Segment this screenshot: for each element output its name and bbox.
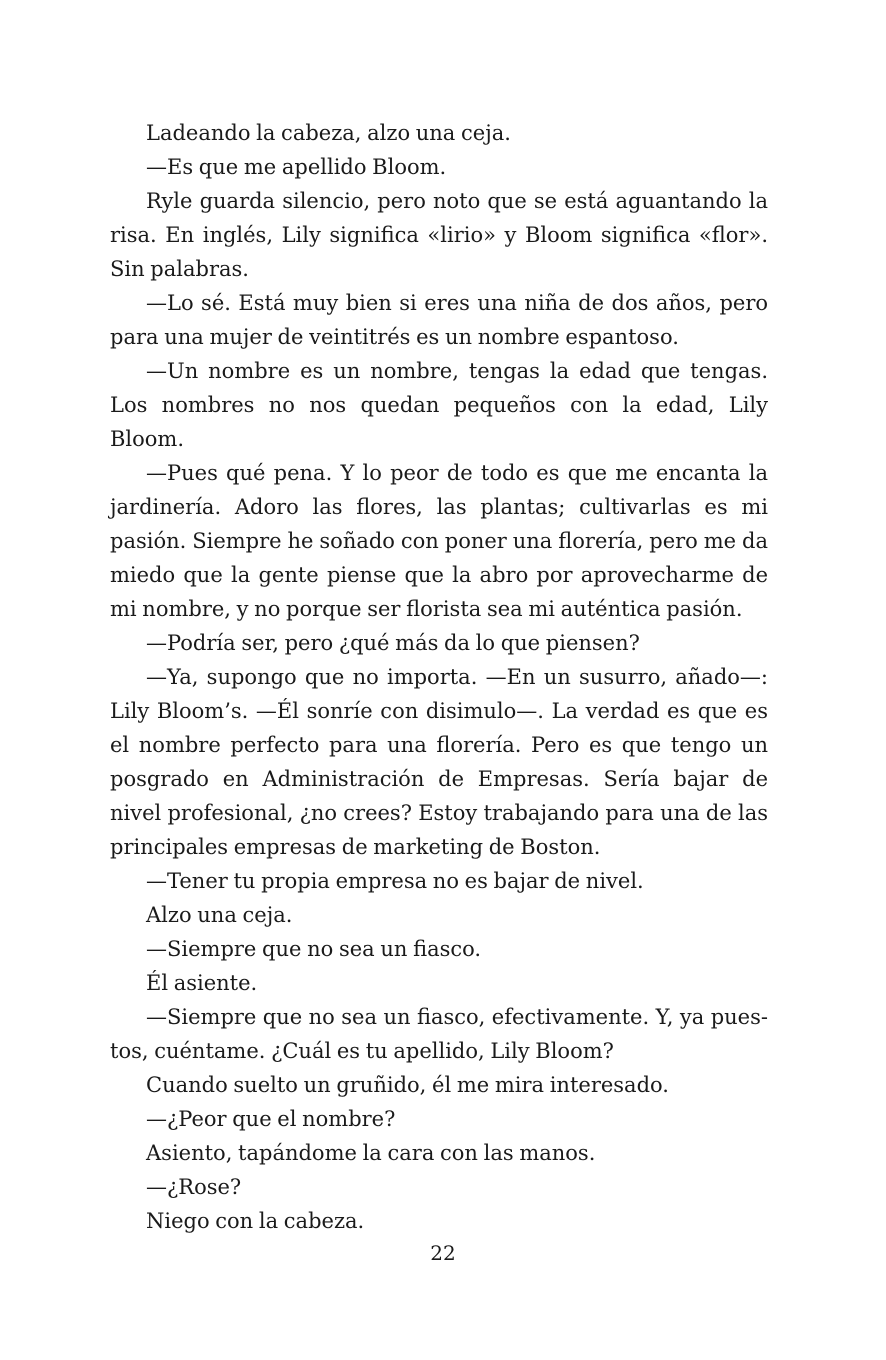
paragraph: —Lo sé. Está muy bien si eres una niña de dos años, pero para una mujer de veintitrés es un nombre espantoso. bbox=[110, 291, 768, 349]
paragraph: —Siempre que no sea un fiasco, efectivamente. Y, ya puestos, cuéntame. ¿Cuál es tu apellido, Lily Bloom? bbox=[110, 1005, 768, 1063]
paragraph: Alzo una ceja. bbox=[146, 903, 293, 927]
paragraph: —Es que me apellido Bloom. bbox=[146, 155, 447, 179]
paragraph: Asiento, tapándome la cara con las manos. bbox=[146, 1141, 596, 1165]
paragraph: —¿Peor que el nombre? bbox=[146, 1107, 396, 1131]
paragraph: —Pues qué pena. Y lo peor de todo es que me encanta la jardinería. Adoro las flores, las plantas; cultivarlas es mi pasión. Siempre he soñado con poner una florería, pero me da miedo que la gente piense que la abro por aprovecharme de mi nombre, y no porque ser florista sea mi auténtica pasión. bbox=[110, 461, 768, 621]
paragraph: Ryle guarda silencio, pero noto que se está aguantando la risa. En inglés, Lily significa «lirio» y Bloom significa «flor». Sin palabras. bbox=[110, 189, 768, 281]
page-number: 22 bbox=[430, 1241, 456, 1265]
paragraph: —¿Rose? bbox=[146, 1175, 242, 1199]
paragraph: —Podría ser, pero ¿qué más da lo que piensen? bbox=[146, 631, 640, 655]
paragraph: Él asiente. bbox=[146, 971, 258, 995]
paragraph: —Un nombre es un nombre, tengas la edad que tengas. Los nombres no nos quedan pequeños con la edad, Lily Bloom. bbox=[110, 359, 768, 451]
paragraph: Ladeando la cabeza, alzo una ceja. bbox=[146, 121, 511, 145]
paragraph: —Tener tu propia empresa no es bajar de nivel. bbox=[146, 869, 644, 893]
paragraph: Cuando suelto un gruñido, él me mira interesado. bbox=[146, 1073, 669, 1097]
paragraph: Niego con la cabeza. bbox=[146, 1209, 365, 1233]
page-body bbox=[110, 116, 768, 1238]
paragraph: —Ya, supongo que no importa. —En un susurro, añado—: Lily Bloom’s. —Él sonríe con disimulo—. La verdad es que es el nombre perfecto para una florería. Pero es que tengo un posgrado en Administración de Empresas. Sería bajar de nivel profesional, ¿no crees? Estoy trabajando para una de las principales empresas de marketing de Boston. bbox=[110, 665, 768, 859]
paragraph: —Siempre que no sea un fiasco. bbox=[146, 937, 482, 961]
